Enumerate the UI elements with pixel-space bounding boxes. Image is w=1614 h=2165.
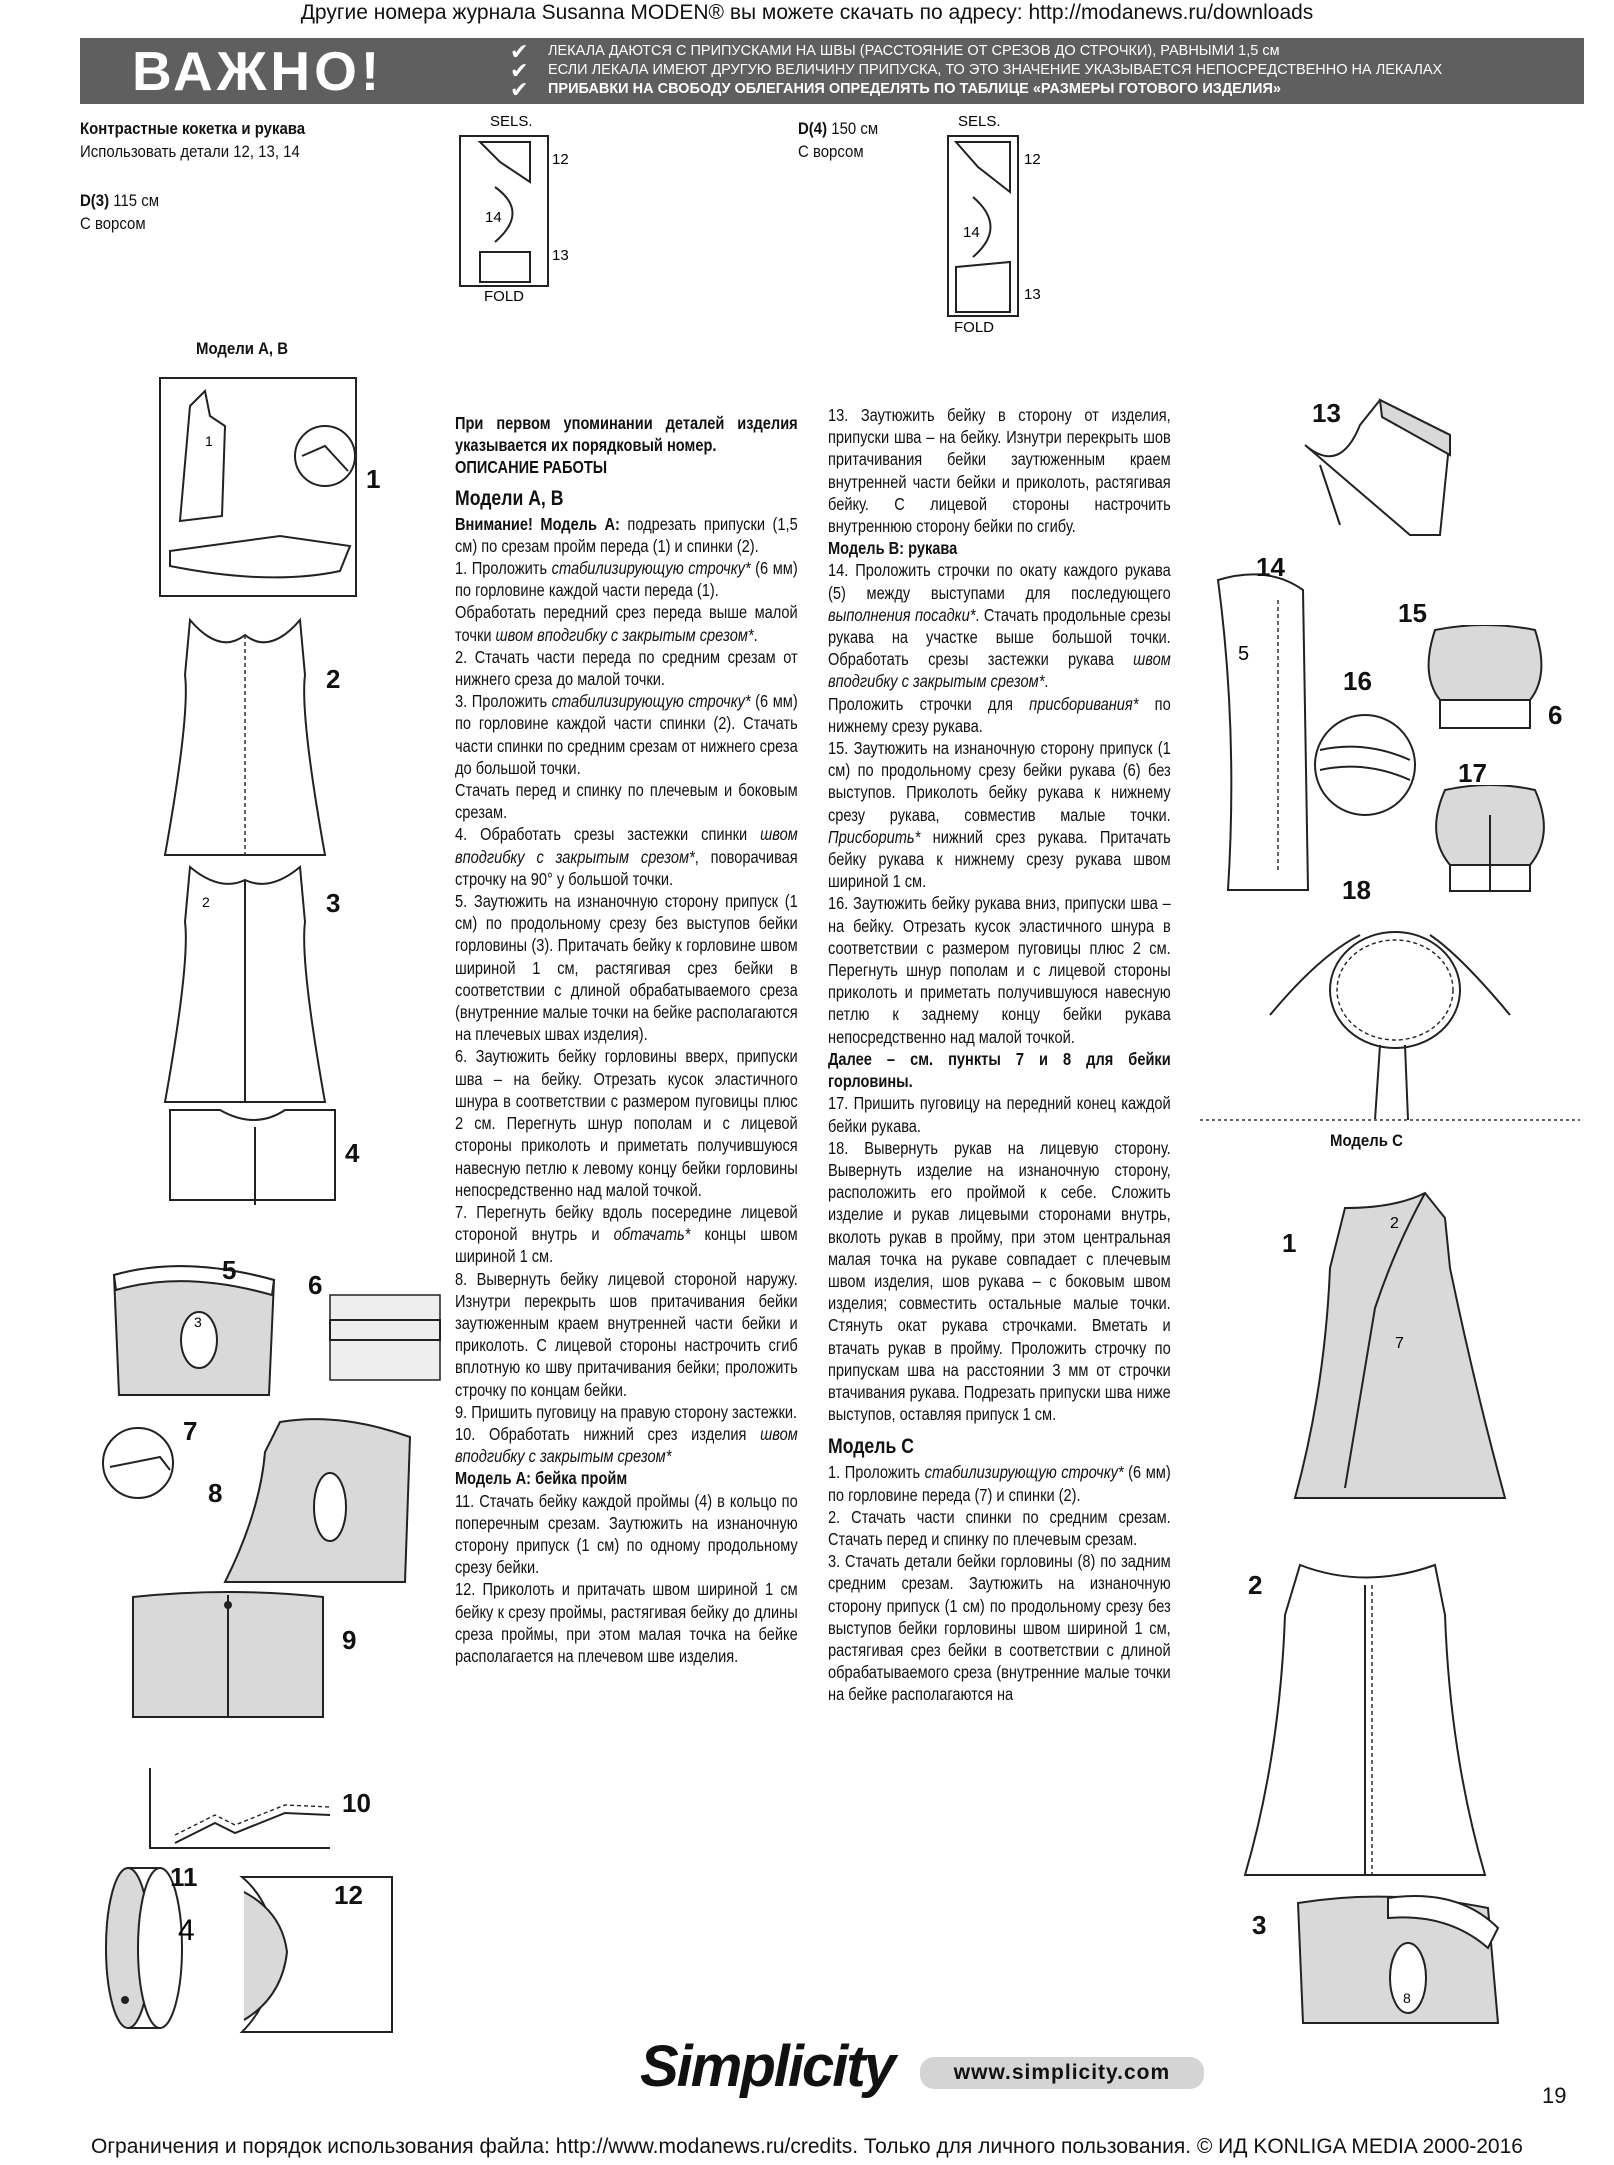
fig-num-18: 18 [1342, 875, 1371, 905]
step-14-cont: Проложить строчки для присборивания* по нижнему срезу рукава. [828, 693, 1171, 736]
layout-d3: D(3) 115 см [80, 191, 160, 210]
next-steps-note: Далее – см. пункты 7 и 8 для бейки горловины. [828, 1048, 1171, 1092]
fig-16-cuff-detail [1310, 710, 1420, 820]
page-number: 19 [1542, 2083, 1567, 2108]
c-step-3: 3. Стачать детали бейки горловины (8) по задним средним срезам. Заутюжить на изнаночную сторону припуск (1 см) по продольному срезу без выступов бейки горловины швом шириной 1 см, растягивая срез бейки в соответствии с длиной обрабатываемого среза (внутренние малые точки на бейке располагаются на [828, 1551, 1171, 1705]
layout-diagram-d3 [440, 112, 580, 302]
step-7: 7. Перегнуть бейку вдоль посередине лицевой стороной внутрь и обтачать* концы швом шириной 1 см. [455, 1201, 798, 1267]
fig-num-6-right: 6 [1548, 700, 1563, 730]
step-8: 8. Вывернуть бейку лицевой стороной наружу. Изнутри перекрыть шов притачивания бейки заутюженным краем внутренней части бейки и приколоть. С лицевой стороны настрочить сгиб вплотную ко шву притачивания бейки; проложить строчку по концам бейки. [455, 1268, 798, 1400]
svg-text:12: 12 [1024, 151, 1041, 168]
layout-d4-nap: С ворсом [798, 142, 864, 161]
fig-15-cuff [1420, 625, 1550, 740]
c-step-2: 2. Стачать части спинки по средним срезам. Стачать перед и спинку по плечевым срезам. [828, 1506, 1171, 1549]
step-15: 15. Заутюжить на изнаночную сторону припуск (1 см) по продольному срезу бейки рукава (6) без выступов. Приколоть бейку рукава к нижнему срезу рукава, совместив малые точки. Присборить* нижний срез рукава. Притачать бейку рукава к нижнему срезу рукава швом шириной 1 см. [828, 738, 1171, 892]
fig-6-loop-detail [325, 1290, 445, 1385]
step-9: 9. Пришить пуговицу на правую сторону застежки. [455, 1401, 798, 1422]
step-16: 16. Заутюжить бейку рукава вниз, припуски шва – на бейку. Отрезать кусок эластичного шнура в соответствии с размером пуговицы плюс 2 см. Перегнуть шнур пополам и с лицевой стороны приколоть и приметать получившуюся навесную петлю к заднему концу бейки рукава непосредственно над малой точкой. [828, 893, 1171, 1047]
svg-text:7: 7 [1395, 1335, 1404, 1352]
fig-num-8: 8 [208, 1478, 223, 1508]
svg-text:SELS.: SELS. [958, 113, 1001, 130]
models-ab-subheading: Модели А, В [455, 486, 564, 510]
text-column-1 [455, 412, 798, 2012]
models-ab-heading: Модели А, В [196, 339, 289, 358]
layout-d3-nap: С ворсом [80, 214, 146, 233]
layout-title: Контрастные кокетка и рукава [80, 119, 306, 138]
fig-num-c1: 1 [1282, 1228, 1297, 1258]
header-download-note: Другие номера журнала Susanna MODEN® вы можете скачать по адресу: http://modanews.ru/downloads [300, 1, 1314, 24]
step-2: 2. Стачать части переда по средним срезам от нижнего среза до малой точки. [455, 646, 798, 690]
fig-num-14: 14 [1256, 552, 1285, 582]
banner-line: ✔ ЕСЛИ ЛЕКАЛА ИМЕЮТ ДРУГУЮ ВЕЛИЧИНУ ПРИПУСКА, ТО ЭТО ЗНАЧЕНИЕ УКАЗЫВАЕТСЯ НЕПОСРЕДСТВЕННО НА ЛЕКАЛАХ [510, 61, 1443, 80]
fig-18-set-sleeve [1260, 915, 1520, 1125]
fig-8-binding-stitched [220, 1412, 420, 1587]
fig-17-sleeve-button [1430, 785, 1550, 905]
fig-num-c3: 3 [1252, 1910, 1267, 1940]
fig-10-hem [145, 1763, 335, 1853]
fig-num-3: 3 [326, 888, 341, 918]
fig-5-neck-binding [104, 1255, 284, 1405]
svg-text:8: 8 [1403, 1990, 1411, 2006]
model-c-subheading: Модель С [828, 1435, 914, 1459]
check-icon: ✔ [510, 61, 529, 80]
banner-line: ✔ ПРИБАВКИ НА СВОБОДУ ОБЛЕГАНИЯ ОПРЕДЕЛЯТЬ ПО ТАБЛИЦЕ «РАЗМЕРЫ ГОТОВОГО ИЗДЕЛИЯ» [510, 80, 1281, 99]
check-icon: ✔ [510, 42, 529, 61]
fig-c3-neck-binding [1288, 1888, 1518, 2028]
fig-num-6: 6 [308, 1270, 323, 1300]
svg-text:SELS.: SELS. [490, 113, 533, 130]
step-10: 10. Обработать нижний срез изделия швом вподгибку с закрытым срезом* [455, 1423, 798, 1467]
fig-14-sleeve [1208, 570, 1318, 900]
fig-num-7: 7 [183, 1416, 198, 1446]
check-icon: ✔ [510, 80, 529, 99]
fig-num-11: 11 [170, 1862, 198, 1892]
svg-text:3: 3 [194, 1314, 202, 1330]
svg-text:2: 2 [1390, 1215, 1399, 1232]
layout-diagram-d4 [928, 112, 1068, 334]
step-18: 18. Вывернуть рукав на лицевую сторону. Вывернуть изделие на изнаночную сторону, расположить его проймой к себе. Сложить изделие и рукав лицевыми сторонами внутрь, вколоть рукав в пройму, при этом центральная малая точка на рукаве совпадает с плечевым швом изделия, шов рукава – с боковым швом изделия; совместить остальные малые точки. Стянуть окат рукава строчками. Вметать и втачать рукав в пройму. Проложить строчку по припускам шва на расстоянии 3 мм от строчки втачивания рукава. Подрезать припуски шва ниже выступов, оставляя припуск 1 см. [828, 1137, 1171, 1425]
svg-text:12: 12 [552, 151, 569, 168]
svg-text:1: 1 [205, 433, 213, 449]
svg-text:13: 13 [552, 247, 569, 264]
svg-text:FOLD: FOLD [954, 319, 995, 334]
step-6: 6. Заутюжить бейку горловины вверх, припуски шва – на бейку. Отрезать кусок эластичного шнура в соответствии с размером пуговицы плюс 2 см. Перегнуть шнур пополам и с лицевой стороны приколоть и приметать получившуюся навесную петлю к левому концу бейки горловины непосредственно над малой точкой. [455, 1046, 798, 1200]
fig-num-10: 10 [342, 1788, 371, 1818]
fig-num-9: 9 [342, 1625, 357, 1655]
intro-note: При первом упоминании деталей изделия указывается их порядковый номер. [455, 413, 798, 456]
step-12: 12. Приколоть и притачать швом шириной 1 см бейку к срезу проймы, растягивая бейку до длины среза проймы, при этом малая точка на бейке располагается на плечевом шве изделия. [455, 1579, 798, 1666]
step-3-cont: Стачать перед и спинку по плечевым и боковым срезам. [455, 780, 798, 823]
step-17: 17. Пришить пуговицу на передний конец каждой бейки рукава. [828, 1093, 1171, 1136]
banner-title: ВАЖНО! [132, 40, 384, 102]
copyright-footer: Ограничения и порядок использования файла: http://www.modanews.ru/credits. Только для личного пользования. © ИД KONLIGA MEDIA 2000-2016 [91, 2135, 1523, 2158]
fig-num-15: 15 [1398, 598, 1427, 628]
model-c-heading: Модель С [1330, 1131, 1403, 1150]
fig-num-2: 2 [326, 664, 341, 694]
fig-c2-back [1240, 1555, 1490, 1885]
svg-text:5: 5 [1238, 643, 1250, 665]
fig-num-12: 12 [334, 1880, 363, 1910]
fig-c1-front [1285, 1188, 1515, 1508]
step-3: 3. Проложить стабилизирующую строчку* (6 мм) по горловине каждой части спинки (2). Стачать части спинки по средним срезам от нижнего среза до большой точки. [455, 691, 798, 778]
fig-7-binding-end [100, 1425, 180, 1500]
fig-num-17: 17 [1458, 758, 1487, 788]
layout-use: Использовать детали 12, 13, 14 [80, 142, 300, 161]
banner-line: ✔ ЛЕКАЛА ДАЮТСЯ С ПРИПУСКАМИ НА ШВЫ (РАССТОЯНИЕ ОТ СРЕЗОВ ДО СТРОЧКИ), РАВНЫМИ 1,5 см [510, 42, 1280, 61]
attention-note: Внимание! Модель А: подрезать припуски (1,5 см) по срезам пройм переда (1) и спинки (2). [455, 513, 798, 556]
armhole-binding-heading: Модель А: бейка пройм [455, 1468, 628, 1489]
sleeve-heading: Модель В: рукава [828, 538, 958, 559]
svg-text:FOLD: FOLD [484, 288, 525, 302]
fig-4-back-placket [165, 1105, 345, 1215]
simplicity-url[interactable]: www.simplicity.com [920, 2057, 1204, 2089]
fig-3-back-assembled [160, 862, 330, 1112]
fig-12-armhole-binding [232, 1872, 400, 2037]
svg-text:14: 14 [963, 224, 980, 241]
fig-2-front-assembled [160, 615, 330, 865]
step-14: 14. Проложить строчки по окату каждого рукава (5) между выступами для последующего выполнения посадки*. Стачать продольные срезы рукава на участке выше большой точки. Обработать срезы застежки рукава швом вподгибку с закрытым срезом*. [828, 560, 1171, 692]
fig-num-4: 4 [345, 1138, 360, 1168]
section-divider [1200, 1118, 1580, 1122]
step-1: 1. Проложить стабилизирующую строчку* (6 мм) по горловине каждой части переда (1). [455, 558, 798, 601]
step-13: 13. Заутюжить бейку в сторону от изделия, припуски шва – на бейку. Изнутри перекрыть шов притачивания бейки заутюженным краем внутренней части бейки и приколоть, растягивая бейку. С лицевой стороны настрочить внутреннюю сторону бейки по сгибу. [828, 405, 1171, 537]
description-heading: ОПИСАНИЕ РАБОТЫ [455, 457, 608, 478]
fig-num-16: 16 [1343, 666, 1372, 696]
svg-text:2: 2 [202, 894, 210, 910]
svg-text:14: 14 [485, 209, 502, 226]
step-5: 5. Заутюжить на изнаночную сторону припуск (1 см) по продольному срезу без выступов бейки горловины (3). Притачать бейку к горловине швом шириной 1 см, растягивая срез бейки в соответствии с длиной обрабатываемого среза (внутренние малые точки на бейке располагаются на плечевых швах изделия). [455, 891, 798, 1045]
fig-num-5: 5 [222, 1255, 237, 1285]
fig-num-1: 1 [366, 464, 381, 494]
text-column-2 [828, 404, 1171, 2024]
important-banner [80, 38, 1584, 104]
fig-num-c2: 2 [1248, 1570, 1263, 1600]
svg-text:13: 13 [1024, 286, 1041, 303]
svg-text:4: 4 [178, 1914, 195, 1947]
step-4: 4. Обработать срезы застежки спинки швом вподгибку с закрытым срезом*, поворачивая строчку на 90° у большой точки. [455, 824, 798, 889]
fig-num-13: 13 [1312, 398, 1341, 428]
simplicity-logo: Simplicity [640, 2034, 894, 2099]
step-11: 11. Стачать бейку каждой проймы (4) в кольцо по поперечным срезам. Заутюжить на изнаночную сторону припуск (1 см) по одному продольному срезу бейки. [455, 1490, 798, 1578]
layout-d4: D(4) 150 см [798, 119, 879, 138]
fig-9-back-button [128, 1587, 328, 1725]
step-1-cont: Обработать передний срез переда выше малой точки швом вподгибку с закрытым срезом*. [455, 602, 798, 645]
fig-1-front-cut [150, 376, 390, 604]
c-step-1: 1. Проложить стабилизирующую строчку* (6 мм) по горловине переда (7) и спинки (2). [828, 1462, 1171, 1505]
banner-lines [510, 42, 1575, 99]
